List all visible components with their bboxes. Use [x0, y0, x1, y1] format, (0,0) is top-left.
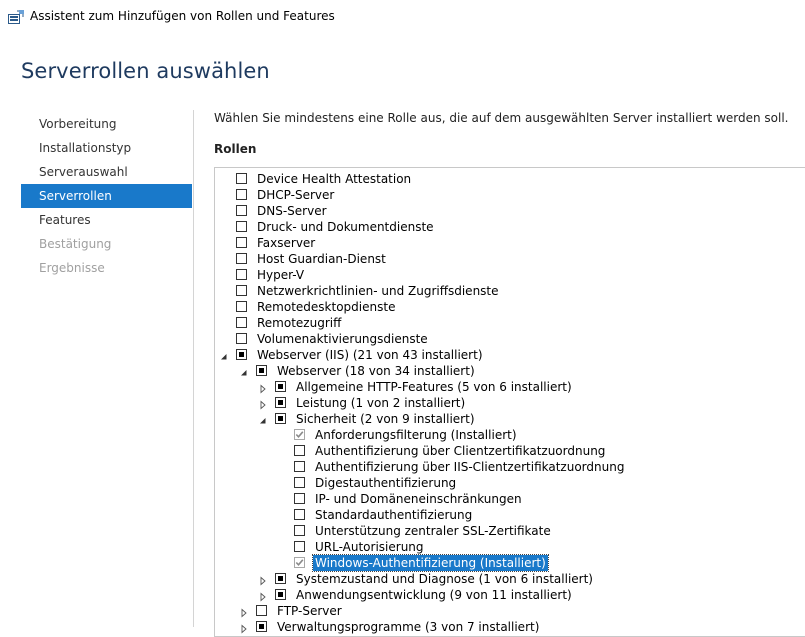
tree-row[interactable]: [215, 171, 805, 187]
tree-row[interactable]: [215, 251, 805, 267]
role-label: Netzwerkrichtlinien- und Zugriffsdienste: [257, 284, 499, 298]
role-checkbox[interactable]: [236, 349, 247, 360]
tree-row[interactable]: [215, 475, 805, 491]
window-title: Assistent zum Hinzufügen von Rollen und Features: [30, 9, 335, 23]
tree-row[interactable]: [215, 539, 805, 555]
tree-row[interactable]: [215, 235, 805, 251]
collapse-arrow-icon[interactable]: [239, 366, 249, 376]
title-bar: [0, 0, 805, 33]
expand-arrow-icon[interactable]: [258, 398, 268, 408]
role-checkbox[interactable]: [256, 365, 267, 376]
nav-item-ergebnisse: Ergebnisse: [39, 261, 105, 275]
role-checkbox[interactable]: [236, 205, 247, 216]
role-label: Remotezugriff: [257, 316, 342, 330]
role-label: Digestauthentifizierung: [315, 476, 457, 490]
server-manager-icon: [8, 9, 24, 23]
role-checkbox[interactable]: [294, 541, 305, 552]
tree-row[interactable]: [215, 363, 805, 379]
instruction-text: Wählen Sie mindestens eine Rolle aus, die auf dem ausgewählten Server installiert werden soll.: [214, 111, 789, 125]
role-label: Remotedesktopdienste: [257, 300, 396, 314]
role-label: Druck- und Dokumentdienste: [257, 220, 434, 234]
role-checkbox[interactable]: [236, 317, 247, 328]
tree-row[interactable]: [215, 459, 805, 475]
nav-item-features[interactable]: Features: [39, 213, 91, 227]
roles-label: Rollen: [214, 142, 257, 156]
role-checkbox[interactable]: [236, 189, 247, 200]
role-label: Authentifizierung über IIS-Clientzertifikatzuordnung: [315, 460, 625, 474]
role-label: Webserver (IIS) (21 von 43 installiert): [257, 348, 483, 362]
nav-item-serverauswahl[interactable]: Serverauswahl: [39, 165, 128, 179]
role-checkbox[interactable]: [236, 237, 247, 248]
tree-row[interactable]: [215, 523, 805, 539]
role-checkbox[interactable]: [294, 525, 305, 536]
role-label: Authentifizierung über Clientzertifikatzuordnung: [315, 444, 606, 458]
tree-row[interactable]: [215, 315, 805, 331]
role-checkbox[interactable]: [236, 269, 247, 280]
role-label: Faxserver: [257, 236, 316, 250]
tree-row[interactable]: [215, 587, 805, 603]
tree-row[interactable]: [215, 187, 805, 203]
tree-row[interactable]: [215, 571, 805, 587]
role-label: Device Health Attestation: [257, 172, 412, 186]
role-label: Windows-Authentifizierung (Installiert): [315, 556, 546, 570]
role-label: Hyper-V: [257, 268, 305, 282]
tree-row[interactable]: [215, 347, 805, 363]
checkmark-icon: [295, 430, 304, 439]
role-label: Volumenaktivierungsdienste: [257, 332, 428, 346]
role-checkbox: [294, 429, 305, 440]
wizard-header: [0, 33, 805, 103]
role-label: Leistung (1 von 2 installiert): [296, 396, 466, 410]
role-checkbox[interactable]: [256, 605, 267, 616]
role-checkbox[interactable]: [236, 253, 247, 264]
role-label: Webserver (18 von 34 installiert): [277, 364, 475, 378]
tree-row[interactable]: [215, 219, 805, 235]
role-checkbox[interactable]: [275, 589, 286, 600]
expand-arrow-icon[interactable]: [258, 382, 268, 392]
nav-item-bestätigung: Bestätigung: [39, 237, 112, 251]
role-label: DNS-Server: [257, 204, 327, 218]
role-checkbox[interactable]: [275, 413, 286, 424]
role-label: URL-Autorisierung: [315, 540, 424, 554]
role-checkbox[interactable]: [294, 477, 305, 488]
collapse-arrow-icon[interactable]: [219, 350, 229, 360]
page-title: Serverrollen auswählen: [21, 59, 270, 83]
nav-item-installationstyp[interactable]: Installationstyp: [39, 141, 132, 155]
role-label: Allgemeine HTTP-Features (5 von 6 installiert): [296, 380, 572, 394]
role-checkbox[interactable]: [275, 397, 286, 408]
tree-row[interactable]: [215, 379, 805, 395]
role-checkbox[interactable]: [294, 445, 305, 456]
role-checkbox: [294, 557, 305, 568]
role-label: DHCP-Server: [257, 188, 335, 202]
role-label: FTP-Server: [277, 604, 342, 618]
role-label: IP- und Domäneneinschränkungen: [315, 492, 522, 506]
role-checkbox[interactable]: [294, 461, 305, 472]
role-checkbox[interactable]: [236, 173, 247, 184]
tree-row[interactable]: [215, 603, 805, 619]
role-checkbox[interactable]: [236, 285, 247, 296]
nav-item-vorbereitung[interactable]: Vorbereitung: [39, 117, 117, 131]
tree-row[interactable]: [215, 283, 805, 299]
role-checkbox[interactable]: [236, 333, 247, 344]
tree-row[interactable]: [215, 427, 805, 443]
tree-row[interactable]: [215, 555, 805, 571]
expand-arrow-icon[interactable]: [258, 590, 268, 600]
role-label: Anforderungsfilterung (Installiert): [315, 428, 517, 442]
tree-row[interactable]: [215, 203, 805, 219]
tree-row[interactable]: [215, 491, 805, 507]
role-checkbox[interactable]: [294, 509, 305, 520]
role-label: Host Guardian-Dienst: [257, 252, 386, 266]
checkmark-icon: [295, 558, 304, 567]
role-checkbox[interactable]: [236, 221, 247, 232]
role-label: Standardauthentifizierung: [315, 508, 473, 522]
tree-row[interactable]: [215, 299, 805, 315]
role-checkbox[interactable]: [275, 381, 286, 392]
tree-row[interactable]: [215, 395, 805, 411]
tree-row[interactable]: [215, 443, 805, 459]
role-label: Sicherheit (2 von 9 installiert): [296, 412, 475, 426]
nav-divider: [193, 110, 194, 627]
role-label: Anwendungsentwicklung (9 von 11 installiert): [296, 588, 572, 602]
expand-arrow-icon[interactable]: [239, 606, 249, 616]
expand-arrow-icon[interactable]: [239, 622, 249, 632]
tree-row[interactable]: [215, 619, 805, 635]
tree-row[interactable]: [215, 507, 805, 523]
roles-tree[interactable]: [214, 167, 805, 637]
role-label: Unterstützung zentraler SSL-Zertifikate: [315, 524, 551, 538]
expand-arrow-icon[interactable]: [258, 574, 268, 584]
role-checkbox[interactable]: [294, 493, 305, 504]
role-label: Verwaltungsprogramme (3 von 7 installiert): [277, 620, 540, 634]
tree-row[interactable]: [215, 267, 805, 283]
role-checkbox[interactable]: [236, 301, 247, 312]
role-label: Systemzustand und Diagnose (1 von 6 installiert): [296, 572, 593, 586]
nav-item-serverrollen[interactable]: Serverrollen: [21, 184, 192, 208]
tree-row[interactable]: [215, 331, 805, 347]
collapse-arrow-icon[interactable]: [258, 414, 268, 424]
role-checkbox[interactable]: [275, 573, 286, 584]
tree-row[interactable]: [215, 411, 805, 427]
